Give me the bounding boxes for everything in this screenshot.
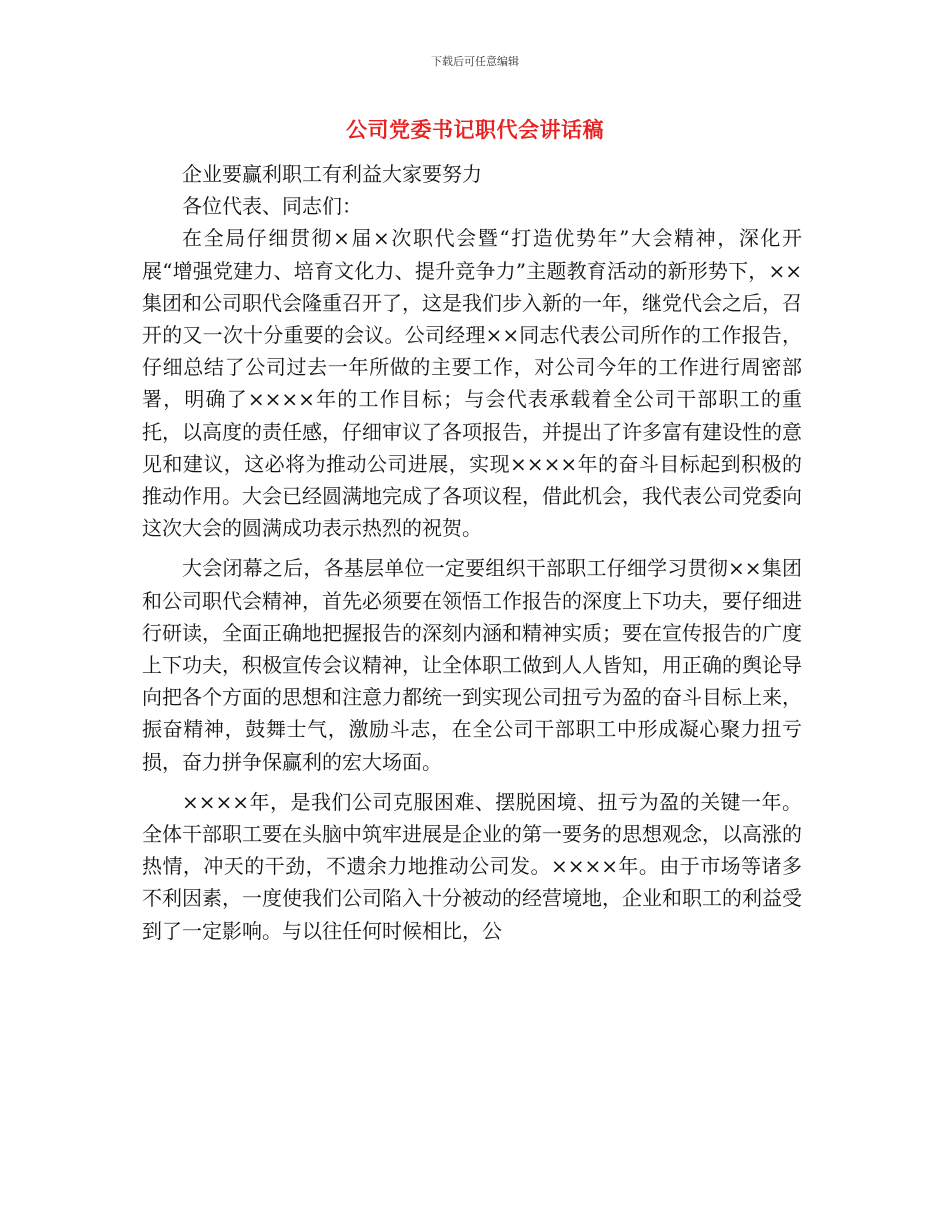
document-body <box>142 158 802 947</box>
document-title: 公司党委书记职代会讲话稿 <box>346 118 604 142</box>
paragraph: ××××年，是我们公司克服困难、摆脱困境、扭亏为盈的关键一年。全体干部职工要在头脑中筑牢进展是企业的第一要务的思想观念，以高涨的热情，冲天的干劲，不遗余力地推动公司发。××××年。由于市场等诸多不利因素，一度使我们公司陷入十分被动的经营境地，企业和职工的利益受到了一定影响。与以往任何时候相比，公 <box>142 789 802 943</box>
paragraph: 在全局仔细贯彻×届×次职代会暨“打造优势年”大会精神，深化开展“增强党建力、培育文化力、提升竞争力”主题教育活动的新形势下，××集团和公司职代会隆重召开了，这是我们步入新的一年，继党代会之后，召开的又一次十分重要的会议。公司经理××同志代表公司所作的工作报告，仔细总结了公司过去一年所做的主要工作，对公司今年的工作进行周密部署，明确了××××年的工作目标；与会代表承载着全公司干部职工的重托，以高度的责任感，仔细审议了各项报告，并提出了许多富有建设性的意见和建议，这必将为推动公司进展，实现××××年的奋斗目标起到积极的推动作用。大会已经圆满地完成了各项议程，借此机会，我代表公司党委向这次大会的圆满成功表示热烈的祝贺。 <box>142 226 802 541</box>
header-note: 下载后可任意编辑 <box>431 55 519 68</box>
paragraph: 大会闭幕之后，各基层单位一定要组织干部职工仔细学习贯彻××集团和公司职代会精神，首先必须要在领悟工作报告的深度上下功夫，要仔细进行研读，全面正确地把握报告的深刻内涵和精神实质；要在宣传报告的广度上下功夫，积极宣传会议精神，让全体职工做到人人皆知，用正确的舆论导向把各个方面的思想和注意力都统一到实现公司扭亏为盈的奋斗目标上来，振奋精神，鼓舞士气，激励斗志，在全公司干部职工中形成凝心聚力扭亏损，奋力拼争保赢利的宏大场面。 <box>142 556 802 774</box>
salutation: 各位代表、同志们： <box>182 194 362 219</box>
document-subtitle: 企业要赢利职工有利益大家要努力 <box>182 162 482 186</box>
